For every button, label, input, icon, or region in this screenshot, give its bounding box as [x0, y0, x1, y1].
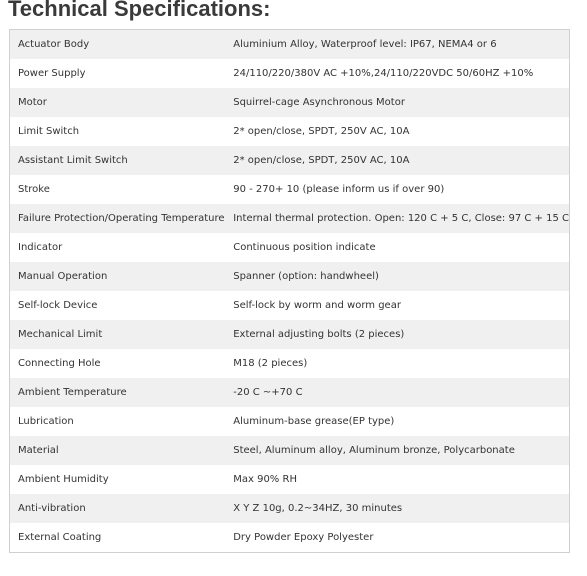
- spec-label: Mechanical Limit: [18, 329, 103, 340]
- spec-value: External adjusting bolts (2 pieces): [233, 329, 405, 340]
- table-row: [10, 175, 570, 204]
- table-row: [10, 146, 570, 175]
- spec-value: Squirrel-cage Asynchronous Motor: [233, 97, 405, 108]
- spec-value: 24/110/220/380V AC +10%,24/110/220VDC 50/60HZ +10%: [233, 68, 534, 79]
- table-row: [10, 494, 570, 523]
- spec-label: Lubrication: [18, 416, 74, 427]
- spec-label: External Coating: [18, 532, 102, 543]
- spec-value: Spanner (option: handwheel): [233, 271, 379, 282]
- table-row: [10, 407, 570, 436]
- spec-value: 90 - 270+ 10 (please inform us if over 90): [233, 184, 445, 195]
- spec-value: Aluminum-base grease(EP type): [233, 416, 395, 427]
- spec-value: Aluminium Alloy, Waterproof level: IP67, NEMA4 or 6: [233, 39, 497, 50]
- spec-value: Self-lock by worm and worm gear: [233, 300, 401, 311]
- spec-value: 2* open/close, SPDT, 250V AC, 10A: [233, 126, 410, 137]
- table-row: [10, 523, 570, 553]
- spec-label: Anti-vibration: [18, 503, 86, 514]
- table-row: [10, 291, 570, 320]
- spec-label: Motor: [18, 97, 47, 108]
- spec-value: Internal thermal protection. Open: 120 C + 5 C, Close: 97 C + 15 C: [233, 213, 569, 224]
- page-title: Technical Specifications:: [8, 0, 271, 21]
- table-row: [10, 233, 570, 262]
- table-row: [10, 349, 570, 378]
- table-row: [10, 88, 570, 117]
- spec-label: Assistant Limit Switch: [18, 155, 128, 166]
- table-row: [10, 262, 570, 291]
- spec-value: Steel, Aluminum alloy, Aluminum bronze, Polycarbonate: [233, 445, 515, 456]
- spec-label: Self-lock Device: [18, 300, 98, 311]
- spec-label: Manual Operation: [18, 271, 108, 282]
- table-row: [10, 436, 570, 465]
- spec-value: Continuous position indicate: [233, 242, 376, 253]
- spec-value: -20 C ~+70 C: [233, 387, 303, 398]
- specifications-table: [9, 29, 570, 553]
- spec-label: Connecting Hole: [18, 358, 101, 369]
- table-row: [10, 117, 570, 146]
- table-row: [10, 320, 570, 349]
- spec-label: Ambient Humidity: [18, 474, 109, 485]
- spec-label: Stroke: [18, 184, 50, 195]
- spec-label: Failure Protection/Operating Temperature: [18, 213, 225, 224]
- spec-label: Actuator Body: [18, 39, 90, 50]
- table-row: [10, 204, 570, 233]
- spec-label: Material: [18, 445, 59, 456]
- table-row: [10, 465, 570, 494]
- spec-value: X Y Z 10g, 0.2~34HZ, 30 minutes: [233, 503, 403, 514]
- spec-label: Limit Switch: [18, 126, 80, 137]
- spec-value: Max 90% RH: [233, 474, 297, 485]
- spec-value: 2* open/close, SPDT, 250V AC, 10A: [233, 155, 410, 166]
- spec-value: Dry Powder Epoxy Polyester: [233, 532, 374, 543]
- table-row: [10, 30, 570, 60]
- spec-label: Ambient Temperature: [18, 387, 127, 398]
- table-row: [10, 378, 570, 407]
- table-row: [10, 59, 570, 88]
- spec-label: Indicator: [18, 242, 63, 253]
- spec-label: Power Supply: [18, 68, 86, 79]
- spec-value: M18 (2 pieces): [233, 358, 308, 369]
